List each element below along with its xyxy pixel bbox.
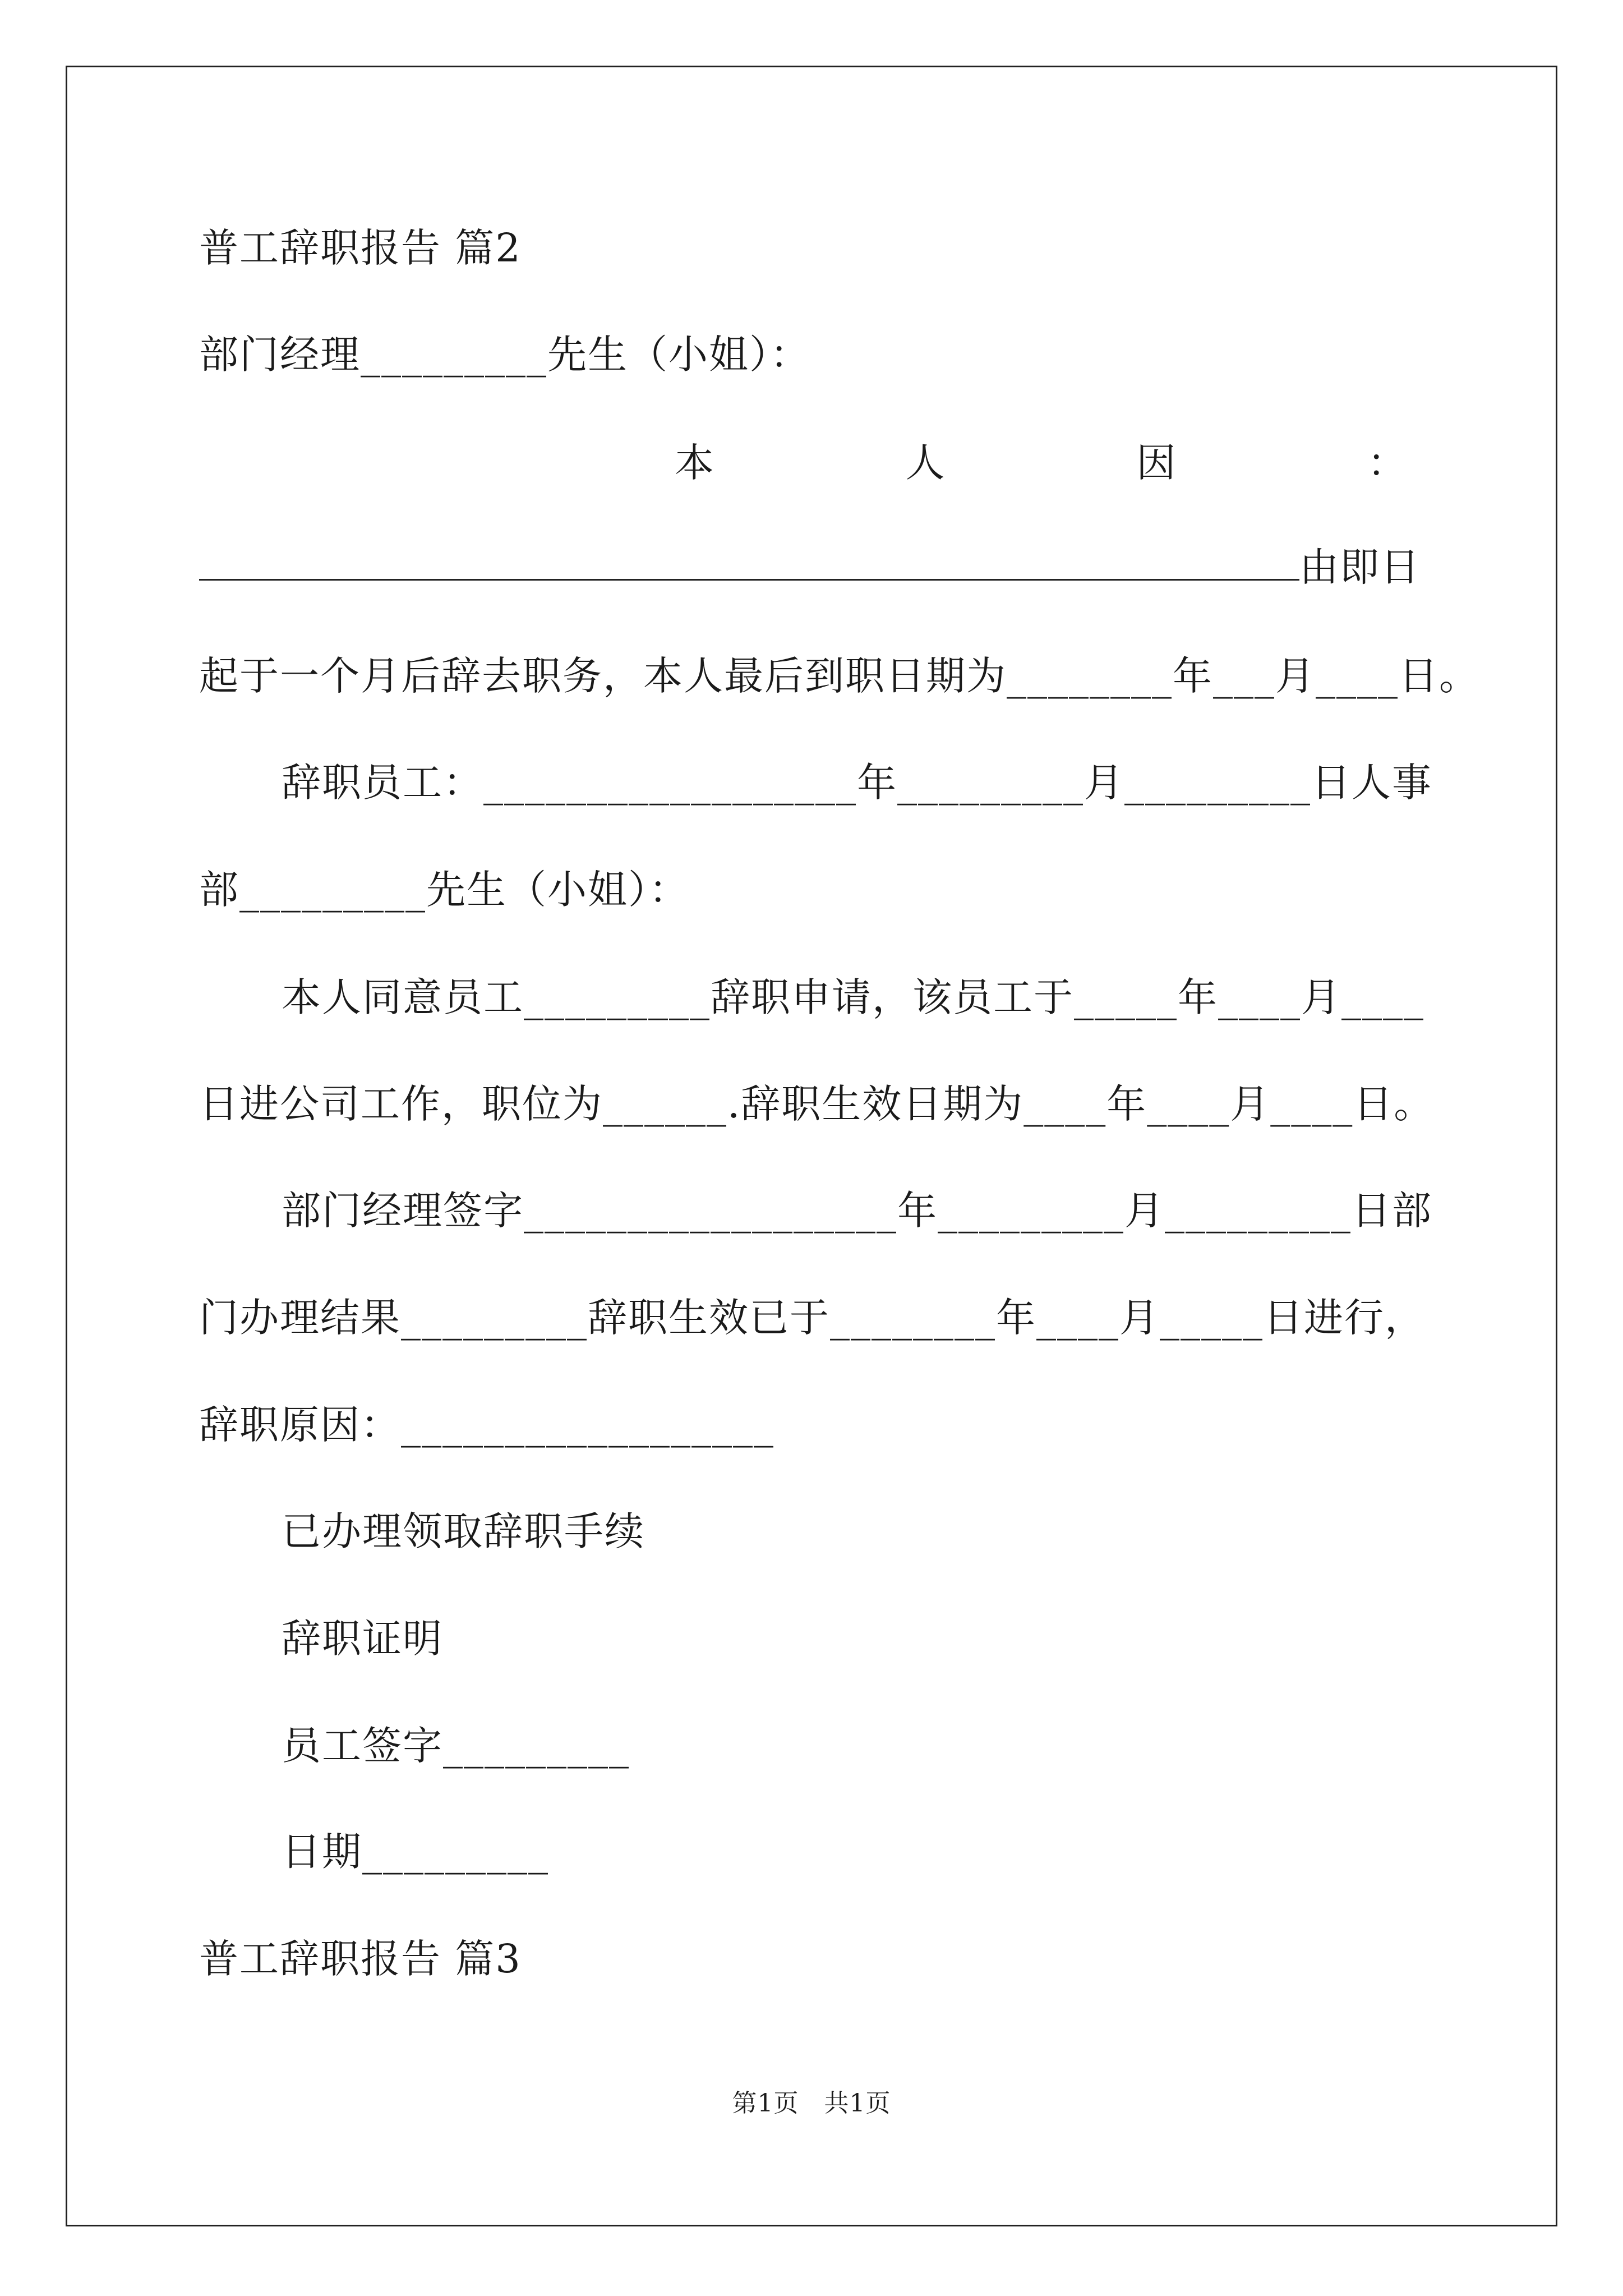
paragraph-line: 辞职原因：__________________ [199,1402,774,1448]
section-heading: 普工辞职报告 篇3 [199,1936,522,1982]
reason-char: 因 [1136,440,1177,486]
paragraph-line: 日期_________ [282,1829,549,1875]
paragraph-line: 已办理领取辞职手续 [282,1508,645,1554]
paragraph-line: 本人同意员工_________辞职申请，该员工于_____年____月____ [282,974,1424,1020]
paragraph-line: 门办理结果_________辞职生效已于________年____月_____日进行， [199,1295,1425,1341]
paragraph-line: 辞职证明 [282,1616,443,1662]
reason-blank [199,544,1299,581]
paragraph-line: 部_________先生（小姐）： [199,867,689,913]
page-footer: 第1页 共1页 [732,2089,891,2118]
salutation: 部门经理_________先生（小姐）： [199,332,810,378]
paragraph-line: 员工签字_________ [282,1723,630,1769]
reason-blank-line [199,542,1433,592]
paragraph-line: 部门经理签字__________________年_________月_________日部 [282,1188,1432,1234]
reason-tail: 由即日 [1299,544,1421,590]
reason-char: 本 [675,440,715,486]
reason-char: ： [1367,440,1408,486]
reason-line [199,438,1433,488]
page-border [66,66,1557,2226]
reason-char: 人 [905,440,946,486]
paragraph-line: 日进公司工作，职位为______.辞职生效日期为____年____月____日。 [199,1081,1435,1127]
paragraph-line: 辞职员工：__________________年_________月_________日人事 [282,760,1432,806]
section-heading: 普工辞职报告 篇2 [199,225,522,271]
paragraph-line: 起于一个月后辞去职务，本人最后到职日期为________年___月____日。 [199,653,1479,699]
